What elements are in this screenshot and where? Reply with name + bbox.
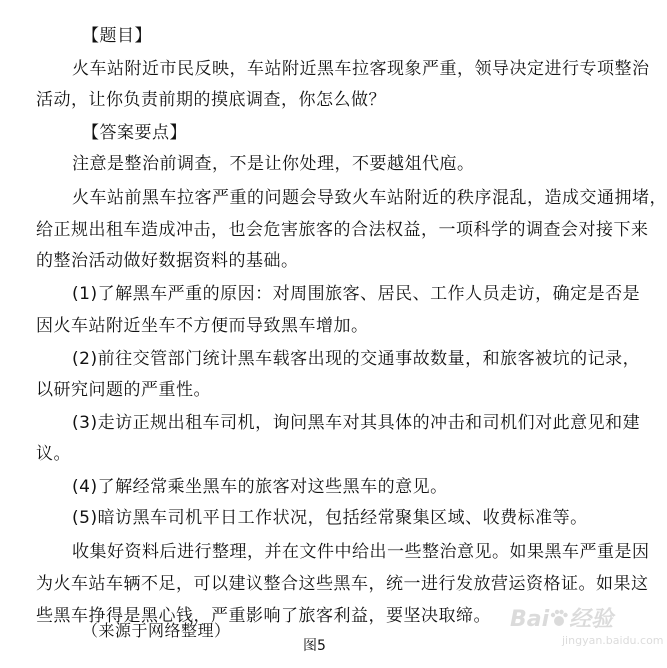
watermark-url: jingyan.baidu.com bbox=[562, 634, 664, 647]
step-2-line-1: (2)前往交管部门统计黑车载客出现的交通事故数量，和旅客被坑的记录， bbox=[72, 349, 641, 369]
intro-line-3: 的整治活动做好数据资料的基础。 bbox=[36, 251, 299, 271]
step-3-line-1: (3)走访正规出租车司机，询问黑车对其具体的冲击和司机们对此意见和建 bbox=[72, 413, 641, 433]
figure-caption: 图5 bbox=[303, 638, 326, 654]
question-heading: 【题目】 bbox=[82, 26, 152, 46]
watermark-logo-text: Bai 经验 bbox=[510, 607, 614, 632]
intro-line-2: 给正规出租车造成冲击，也会危害旅客的合法权益，一项科学的调查会对接下来 bbox=[36, 220, 649, 240]
step-1-line-2: 因火车站附近坐车不方便而导致黑车增加。 bbox=[36, 316, 369, 336]
answer-heading: 【答案要点】 bbox=[82, 123, 187, 143]
paw-icon bbox=[549, 608, 569, 628]
step-2-line-2: 以研究问题的严重性。 bbox=[36, 380, 211, 400]
conclusion-line-3: 些黑车挣得是黑心钱，严重影响了旅客利益，要坚决取缔。 bbox=[36, 606, 491, 626]
baidu-jingyan-watermark bbox=[510, 600, 664, 660]
step-5-line: (5)暗访黑车司机平日工作状况，包括经常聚集区域、收费标准等。 bbox=[72, 508, 588, 528]
intro-line-1: 火车站前黑车拉客严重的问题会导致火车站附近的秩序混乱，造成交通拥堵， bbox=[72, 188, 667, 208]
conclusion-line-1: 收集好资料后进行整理，并在文件中给出一些整治意见。如果黑车严重是因 bbox=[72, 542, 650, 562]
question-line-1: 火车站附近市民反映，车站附近黑车拉客现象严重，领导决定进行专项整治 bbox=[72, 59, 650, 79]
step-3-line-2: 议。 bbox=[36, 444, 71, 464]
step-4-line: (4)了解经常乘坐黑车的旅客对这些黑车的意见。 bbox=[72, 477, 448, 497]
note-line: 注意是整治前调查，不是让你处理，不要越俎代庖。 bbox=[72, 154, 475, 174]
question-line-2: 活动，让你负责前期的摸底调查，你怎么做？ bbox=[36, 90, 386, 110]
step-1-line-1: (1)了解黑车严重的原因：对周围旅客、居民、工作人员走访，确定是否是 bbox=[72, 284, 641, 304]
conclusion-line-2: 为火车站车辆不足，可以建议整合这些黑车，统一进行发放营运资格证。如果这 bbox=[36, 574, 649, 594]
source-note: （来源于网络整理） bbox=[82, 621, 231, 640]
